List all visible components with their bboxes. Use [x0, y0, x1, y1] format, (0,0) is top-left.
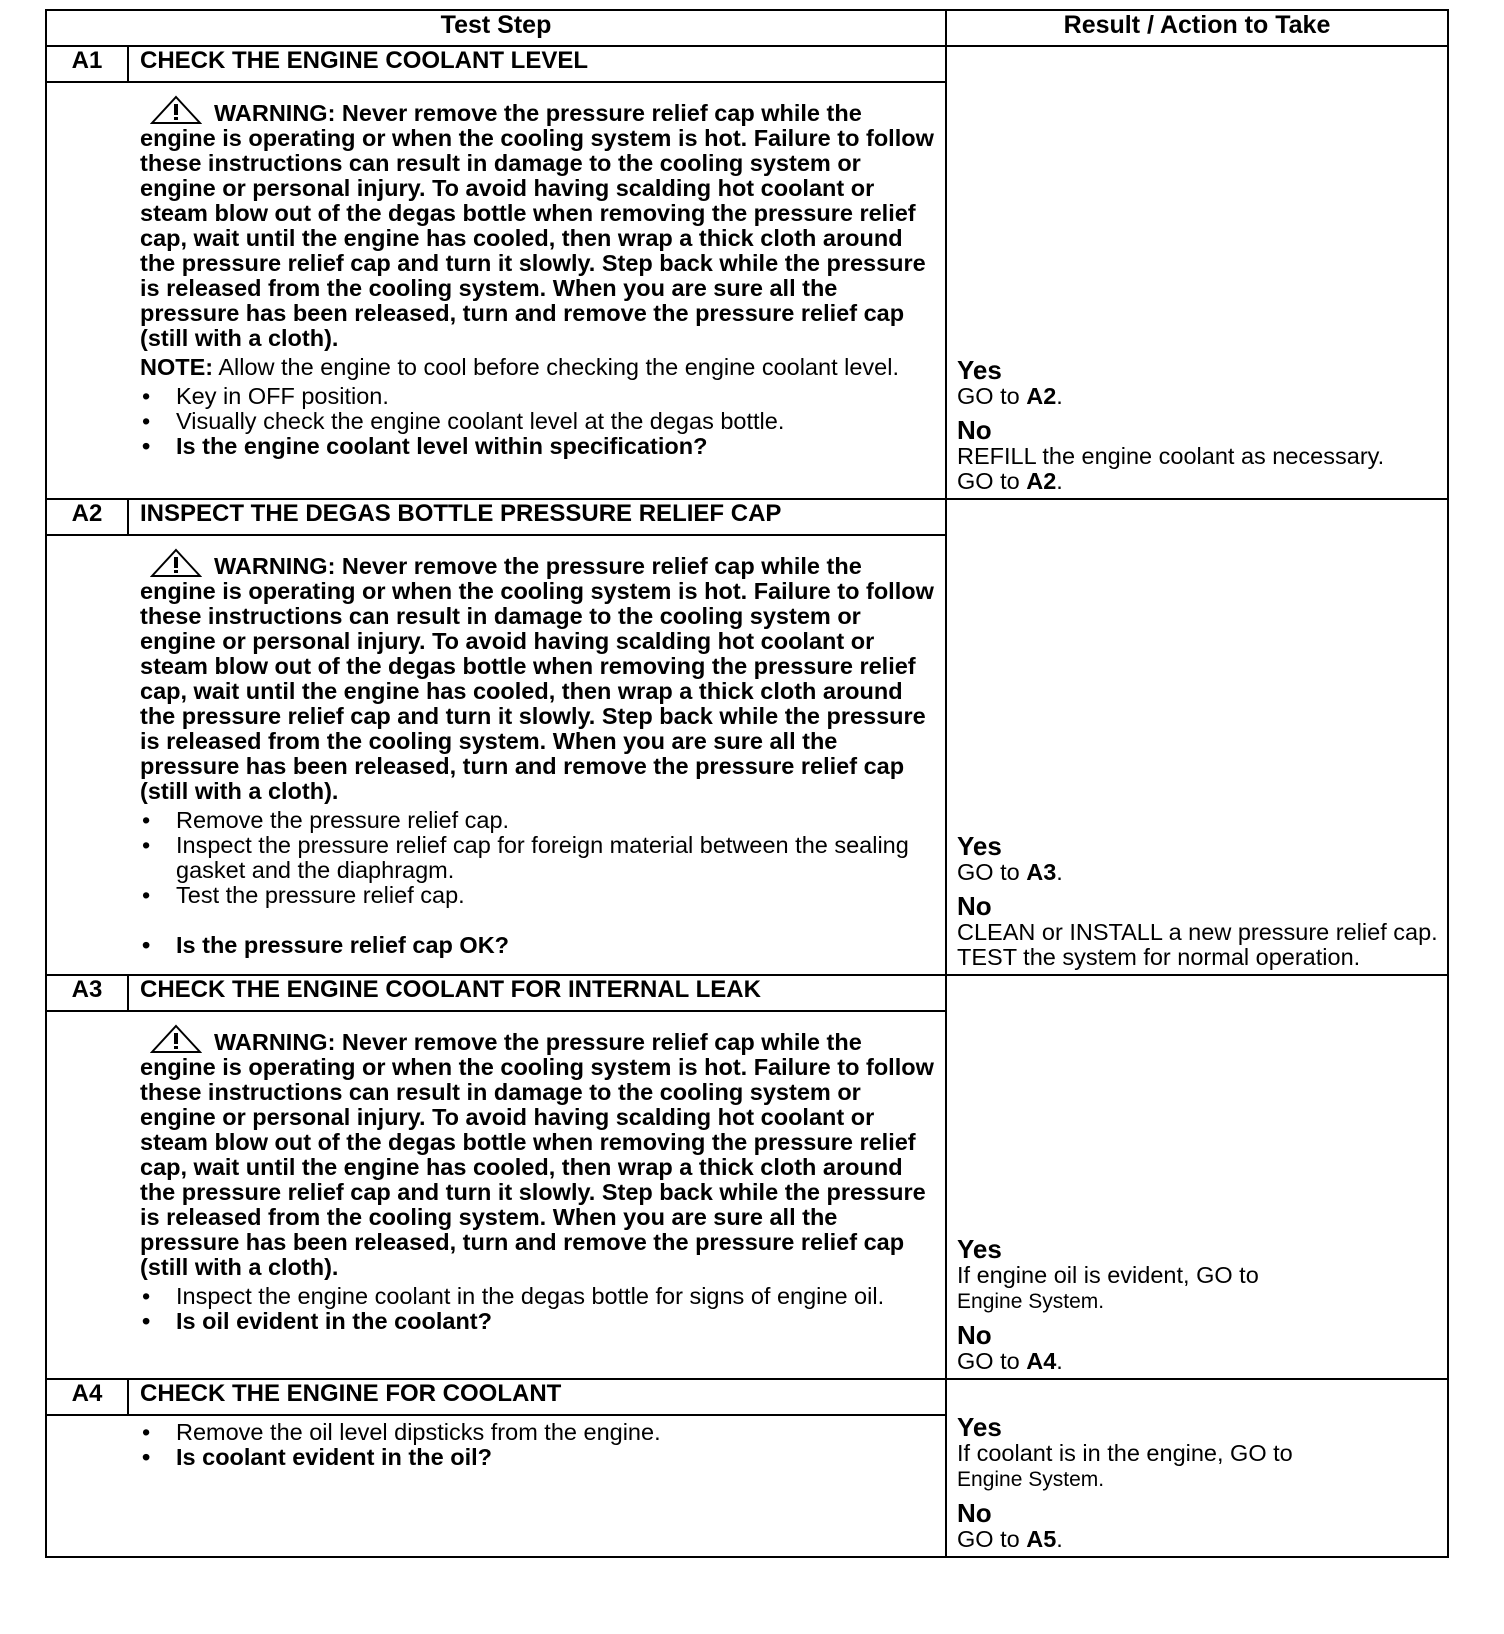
no-label: No — [957, 1320, 992, 1350]
warning-triangle-icon — [150, 548, 202, 578]
list-item: • Remove the pressure relief cap. — [140, 808, 935, 833]
step-a3-result — [946, 975, 1448, 1379]
step-a4-body — [128, 1415, 946, 1557]
step-a4-bullets — [140, 1420, 935, 1470]
yes-label: Yes — [957, 1412, 1002, 1442]
no-action: GO to A2. — [957, 468, 1063, 494]
step-a2-title-row — [46, 499, 1448, 535]
step-a2-body — [128, 535, 946, 975]
step-a3-body — [128, 1011, 946, 1379]
yes-label: Yes — [957, 355, 1002, 385]
engine-system-link[interactable]: Engine System. — [957, 1290, 1105, 1313]
step-a4-title-row — [46, 1379, 1448, 1415]
warning-triangle-icon — [150, 95, 202, 125]
go-to-link[interactable]: A2 — [1026, 383, 1057, 409]
go-to-link[interactable]: A3 — [1026, 859, 1057, 885]
go-to-link[interactable]: A4 — [1026, 1348, 1057, 1374]
yes-action-text: If coolant is in the engine, GO to — [957, 1440, 1293, 1466]
warning-triangle-icon — [150, 1024, 202, 1054]
go-to-link[interactable]: A2 — [1026, 468, 1057, 494]
go-to-link[interactable]: A5 — [1026, 1526, 1057, 1552]
step-id: A3 — [46, 975, 128, 1011]
step-a4-result — [946, 1379, 1448, 1557]
note: NOTE: Allow the engine to cool before checking the engine coolant level. — [140, 354, 899, 380]
warning-block: WARNING: Never remove the pressure relief cap while the engine is operating or when the cooling system is hot. Failure to follow these instructions can result in damage to the cooling system or engine or personal injury. To avoid having scalding hot coolant or steam blow out of the degas bottle when removing the pressure relief cap, wait until the engine has cooled, then wrap a thick cloth around the pressure relief cap and turn it slowly. Step back while the pressure is released from the cooling system. When you are sure all the pressure has been released, turn and remove the pressure relief cap (still with a cloth). — [140, 95, 935, 351]
step-id-blank — [46, 82, 128, 499]
header-row — [46, 10, 1448, 46]
step-a1-body — [128, 82, 946, 499]
header-result-action: Result / Action to Take — [946, 10, 1448, 46]
step-a1-title-row — [46, 46, 1448, 82]
warning-block: WARNING: Never remove the pressure relief cap while the engine is operating or when the cooling system is hot. Failure to follow these instructions can result in damage to the cooling system or engine or personal injury. To avoid having scalding hot coolant or steam blow out of the degas bottle when removing the pressure relief cap, wait until the engine has cooled, then wrap a thick cloth around the pressure relief cap and turn it slowly. Step back while the pressure is released from the cooling system. When you are sure all the pressure has been released, turn and remove the pressure relief cap (still with a cloth). — [140, 548, 935, 804]
step-a2-bullets — [140, 808, 935, 958]
step-a2-result — [946, 499, 1448, 975]
question: • Is the engine coolant level within specification? — [140, 434, 935, 459]
step-title: CHECK THE ENGINE FOR COOLANT — [128, 1379, 946, 1415]
no-label: No — [957, 415, 992, 445]
step-title: INSPECT THE DEGAS BOTTLE PRESSURE RELIEF CAP — [128, 499, 946, 535]
step-a3-title-row — [46, 975, 1448, 1011]
step-a1-bullets — [140, 384, 935, 459]
step-id: A2 — [46, 499, 128, 535]
yes-action-text: If engine oil is evident, GO to — [957, 1262, 1259, 1288]
list-item: • Visually check the engine coolant level at the degas bottle. — [140, 409, 935, 434]
step-id: A1 — [46, 46, 128, 82]
yes-label: Yes — [957, 831, 1002, 861]
question: • Is coolant evident in the oil? — [140, 1445, 935, 1470]
yes-action: GO to A3. — [957, 859, 1063, 885]
list-item: • Inspect the pressure relief cap for foreign material between the sealing gasket and the diaphragm. — [140, 833, 935, 883]
diagnostic-table — [45, 9, 1449, 1558]
step-title: CHECK THE ENGINE COOLANT FOR INTERNAL LEAK — [128, 975, 946, 1011]
list-item: • Remove the oil level dipsticks from the engine. — [140, 1420, 935, 1445]
no-action-text: REFILL the engine coolant as necessary. — [957, 443, 1385, 469]
list-item: • Test the pressure relief cap. — [140, 883, 935, 908]
question: • Is oil evident in the coolant? — [140, 1309, 935, 1334]
step-id-blank — [46, 1415, 128, 1557]
step-a1-result — [946, 46, 1448, 499]
list-item: • Inspect the engine coolant in the degas bottle for signs of engine oil. — [140, 1284, 935, 1309]
step-id-blank — [46, 535, 128, 975]
warning-block: WARNING: Never remove the pressure relief cap while the engine is operating or when the cooling system is hot. Failure to follow these instructions can result in damage to the cooling system or engine or personal injury. To avoid having scalding hot coolant or steam blow out of the degas bottle when removing the pressure relief cap, wait until the engine has cooled, then wrap a thick cloth around the pressure relief cap and turn it slowly. Step back while the pressure is released from the cooling system. When you are sure all the pressure has been released, turn and remove the pressure relief cap (still with a cloth). — [140, 1024, 935, 1280]
no-action: GO to A4. — [957, 1348, 1063, 1374]
no-label: No — [957, 1498, 992, 1528]
step-title: CHECK THE ENGINE COOLANT LEVEL — [128, 46, 946, 82]
no-action: GO to A5. — [957, 1526, 1063, 1552]
yes-action: GO to A2. — [957, 383, 1063, 409]
step-id: A4 — [46, 1379, 128, 1415]
yes-label: Yes — [957, 1234, 1002, 1264]
engine-system-link[interactable]: Engine System. — [957, 1468, 1105, 1491]
no-label: No — [957, 891, 992, 921]
step-a3-bullets — [140, 1284, 935, 1334]
question: • Is the pressure relief cap OK? — [140, 933, 935, 958]
header-test-step: Test Step — [46, 10, 946, 46]
step-id-blank — [46, 1011, 128, 1379]
list-item: • Key in OFF position. — [140, 384, 935, 409]
no-action-text: CLEAN or INSTALL a new pressure relief cap. TEST the system for normal operation. — [957, 919, 1438, 970]
